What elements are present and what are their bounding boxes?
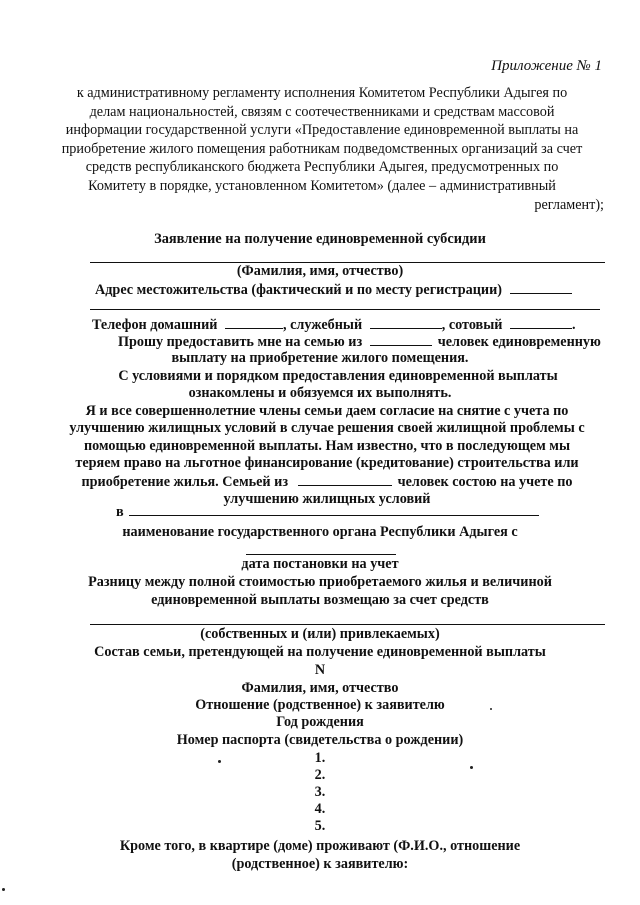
preamble <box>40 84 604 214</box>
column-fio: Фамилия, имя, отчество <box>241 680 399 696</box>
phone-end: . <box>572 317 576 333</box>
request-text-3: выплату на приобретение жилого помещения. <box>171 350 469 366</box>
difference-text-2: единовременной выплаты возмещаю за счет средств <box>151 592 489 608</box>
consent-line: улучшению жилищных условий в случае решения своей жилищной проблемы с <box>69 420 585 437</box>
family-row-number: 4. <box>314 801 326 817</box>
phone-mobile-field[interactable] <box>510 316 572 329</box>
request-text-2: человек единовременную <box>437 334 601 350</box>
column-passport: Номер паспорта (свидетельства о рождении) <box>176 732 464 748</box>
authority-field[interactable] <box>129 503 539 516</box>
consent-text-6: улучшению жилищных условий <box>223 491 431 508</box>
also-living-text-2: (родственное) к заявителю: <box>231 856 409 872</box>
consent-paragraph <box>42 403 612 508</box>
scan-speck <box>2 888 5 891</box>
family-size-field[interactable] <box>370 333 432 346</box>
request-text-1: Прошу предоставить мне на семью из <box>118 334 363 350</box>
phone-work-field[interactable] <box>370 316 442 329</box>
family-row-number: 5. <box>314 818 326 834</box>
scan-speck <box>490 708 492 710</box>
difference-text-1: Разницу между полной стоимостью приобретаемого жилья и величиной <box>88 574 552 590</box>
also-living-text-1: Кроме того, в квартире (доме) проживают (Ф.И.О., отношение <box>119 838 521 854</box>
column-relation: Отношение (родственное) к заявителю <box>195 697 445 713</box>
address-row <box>95 281 572 299</box>
consent-line: помощью единовременной выплаты. Нам известно, что в последующем мы <box>83 437 571 454</box>
funds-field-line[interactable] <box>90 624 605 625</box>
form-title: Заявление на получение единовременной субсидии <box>154 231 486 247</box>
address-field[interactable] <box>510 281 572 294</box>
column-birth-year: Год рождения <box>276 714 364 730</box>
preamble-line: приобретение жилого помещения работникам подведомственных организаций за счет <box>61 140 583 157</box>
funds-label: (собственных и (или) привлекаемых) <box>200 626 440 642</box>
address-field-line[interactable] <box>90 309 600 310</box>
preamble-line: Комитету в порядке, установленном Комитетом» (далее – административный <box>88 177 556 194</box>
date-label: дата постановки на учет <box>241 556 399 572</box>
column-number: N <box>314 662 326 678</box>
phone-mobile-label: , сотовый <box>441 317 503 333</box>
preamble-last-line: регламент); <box>534 196 604 213</box>
conditions-text-1: С условиями и порядком предоставления единовременной выплаты <box>118 368 558 384</box>
scan-speck <box>218 760 221 763</box>
scan-speck <box>470 766 473 769</box>
phone-work-label: , служебный <box>283 317 363 333</box>
consent-line-5 <box>42 473 612 491</box>
consent-text-5a: приобретение жилья. Семьей из <box>81 473 289 490</box>
family-row-number: 1. <box>314 750 326 766</box>
family-count-field[interactable] <box>298 473 392 486</box>
consent-line: теряем право на льготное финансирование (кредитование) строительства или <box>75 455 579 472</box>
consent-line: Я и все совершеннолетние члены семьи даем согласие на снятие с учета по <box>85 403 569 419</box>
family-row-number: 2. <box>314 767 326 783</box>
conditions-text-2: ознакомлены и обязуемся их выполнять. <box>188 385 452 401</box>
authority-label: наименование государственного органа Республики Адыгея с <box>122 524 518 540</box>
phone-home-label: Телефон домашний <box>92 317 218 333</box>
date-field-line[interactable] <box>246 554 396 555</box>
preamble-line: к административному регламенту исполнения Комитетом Республики Адыгея по <box>76 85 568 101</box>
family-row-number: 3. <box>314 784 326 800</box>
preamble-line: делам национальностей, связям с соотечественниками и средствам массовой <box>89 103 555 120</box>
appendix-label: Приложение № 1 <box>491 58 602 74</box>
phone-home-field[interactable] <box>225 316 283 329</box>
preamble-line: средств республиканского бюджета Республики Адыгея, предусмотренных по <box>85 159 559 176</box>
consent-text-5b: человек состою на учете по <box>397 473 573 490</box>
family-title: Состав семьи, претендующей на получение единовременной выплаты <box>94 644 546 660</box>
authority-row <box>116 503 539 521</box>
address-label: Адрес местожительства (фактический и по месту регистрации) <box>95 282 502 298</box>
phone-row <box>92 316 576 334</box>
in-prefix: в <box>116 504 124 520</box>
preamble-line: информации государственной услуги «Предоставление единовременной выплаты на <box>65 122 579 139</box>
fio-label: (Фамилия, имя, отчество) <box>236 263 404 279</box>
request-row <box>118 333 601 351</box>
